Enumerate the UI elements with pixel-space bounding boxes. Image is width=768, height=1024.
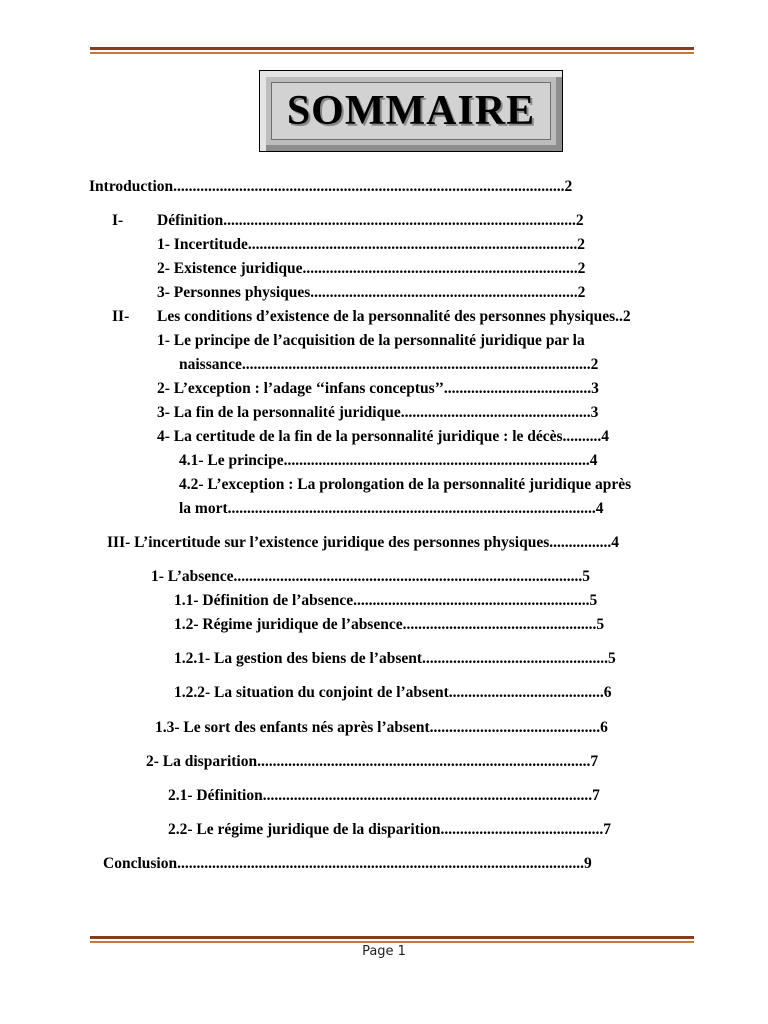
toc-item-3-1-3: 1.3- Le sort des enfants nés après l’absent............................................6 xyxy=(155,719,608,736)
toc-item-1-3: 3- Personnes physiques.....................................................................2 xyxy=(157,284,586,301)
toc-item-3-2: 2- La disparition......................................................................................7 xyxy=(146,753,599,770)
toc-item-2-3: 3- La fin de la personnalité juridique.................................................3 xyxy=(157,404,599,421)
toc-item-1-1: 1- Incertitude.....................................................................................2 xyxy=(157,236,585,253)
toc-item-1-2: 2- Existence juridique.......................................................................2 xyxy=(157,260,586,277)
toc-item-2-4-1: 4.1- Le principe...............................................................................4 xyxy=(179,452,598,469)
toc-item-3-1: 1- L’absence..........................................................................................5 xyxy=(151,568,591,585)
toc-section-3: III- L’incertitude sur l’existence juridique des personnes physiques................4 xyxy=(107,534,619,551)
toc-section-1: Définition...........................................................................................2 xyxy=(157,212,584,229)
footer-rule xyxy=(90,936,694,943)
title-box xyxy=(259,70,563,152)
toc-item-2-2: 2- L’exception : l’adage ‘‘infans conceptus’’......................................3 xyxy=(157,380,599,397)
header-rule xyxy=(90,47,694,54)
toc-section-number: II- xyxy=(112,308,130,325)
toc-item-3-1-2-2: 1.2.2- La situation du conjoint de l’absent........................................6 xyxy=(174,684,612,701)
toc-item-3-1-2: 1.2- Régime juridique de l’absence..................................................5 xyxy=(174,616,605,633)
toc-item-2-4-2: 4.2- L’exception : La prolongation de la personnalité juridique après xyxy=(179,476,632,493)
page-title: SOMMAIRE xyxy=(286,88,536,134)
toc-introduction: Introduction.....................................................................................................2 xyxy=(89,178,573,195)
page-number: Page 1 xyxy=(362,944,406,959)
toc-item-3-2-1: 2.1- Définition.....................................................................................7 xyxy=(168,787,600,804)
toc-item-2-4: 4- La certitude de la fin de la personnalité juridique : le décès..........4 xyxy=(157,428,610,445)
toc-section-2: Les conditions d’existence de la personnalité des personnes physiques..2 xyxy=(157,308,631,325)
toc-conclusion: Conclusion.........................................................................................................9 xyxy=(103,855,592,872)
toc-item-2-4-2-cont: la mort...............................................................................................4 xyxy=(179,500,604,517)
toc-item-3-1-1: 1.1- Définition de l’absence.............................................................5 xyxy=(174,592,598,609)
toc-section-number: I- xyxy=(112,212,124,229)
toc-item-2-1: 1- Le principe de l’acquisition de la personnalité juridique par la xyxy=(157,332,585,349)
toc-item-3-1-2-1: 1.2.1- La gestion des biens de l’absent................................................5 xyxy=(174,650,616,667)
toc-item-3-2-2: 2.2- Le régime juridique de la disparition..........................................7 xyxy=(168,821,612,838)
toc-item-2-1-cont: naissance..........................................................................................2 xyxy=(179,356,599,373)
